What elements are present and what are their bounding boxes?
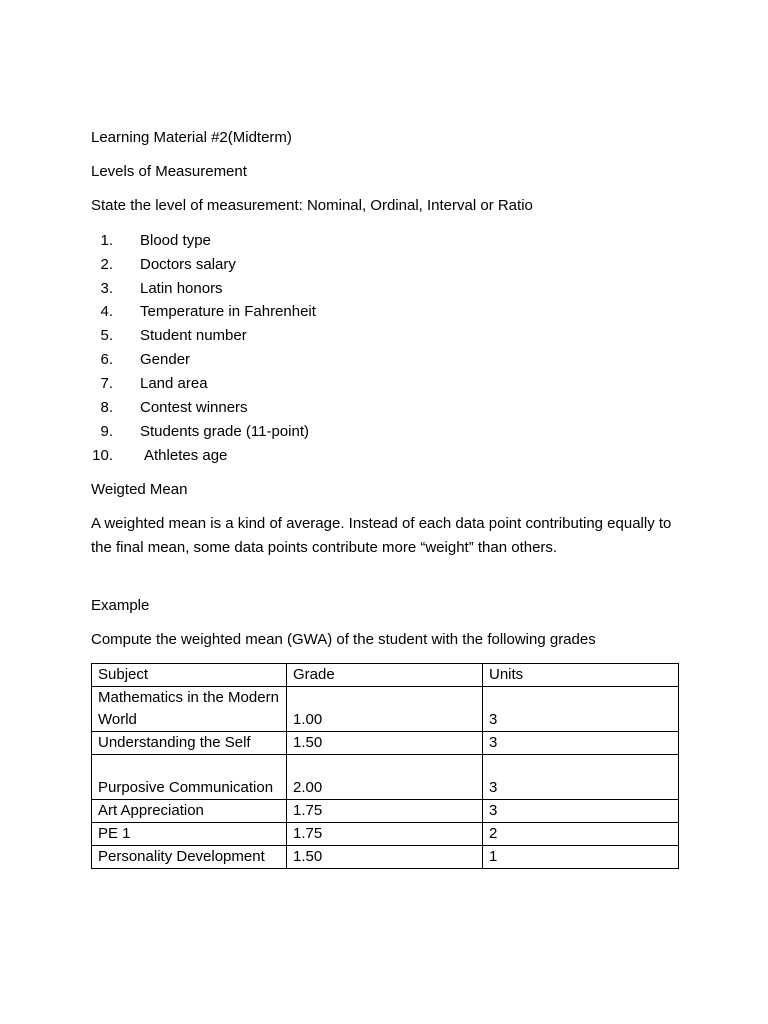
list-item-text: Doctors salary: [140, 256, 236, 273]
list-item-number: 4.: [100, 303, 113, 320]
section-heading-weighted-mean: Weigted Mean: [91, 481, 188, 498]
list-item-number: 8.: [100, 399, 113, 416]
table-row: [92, 732, 679, 755]
list-item-text: Land area: [140, 375, 208, 392]
example-heading: Example: [91, 597, 150, 614]
table-cell: 1.75: [287, 800, 483, 823]
table-cell: PE 1: [92, 823, 287, 846]
table-cell: 3: [483, 732, 679, 755]
list-item-number: 10.: [92, 447, 113, 464]
list-item-number: 9.: [100, 423, 113, 440]
table-cell: Mathematics in the Modern World: [92, 687, 287, 732]
instruction-text: State the level of measurement: Nominal, Ordinal, Interval or Ratio: [91, 197, 533, 214]
list-item-text: Latin honors: [140, 280, 223, 297]
table-cell: 1.75: [287, 823, 483, 846]
table-cell: Understanding the Self: [92, 732, 287, 755]
list-item-text: Contest winners: [140, 399, 248, 416]
list-item-number: 3.: [100, 280, 113, 297]
table-row: [92, 846, 679, 869]
list-item-number: 2.: [100, 256, 113, 273]
table-header-row: [92, 664, 679, 687]
table-cell: 2.00: [287, 755, 483, 800]
header-cell-subject: Subject: [92, 664, 287, 687]
list-item-text: Student number: [140, 327, 247, 344]
table-cell: 1.00: [287, 687, 483, 732]
example-instruction: Compute the weighted mean (GWA) of the student with the following grades: [91, 631, 596, 648]
table-cell: 3: [483, 687, 679, 732]
list-item-number: 5.: [100, 327, 113, 344]
header-cell-units: Units: [483, 664, 679, 687]
definition-paragraph: A weighted mean is a kind of average. Instead of each data point contributing equally to the final mean, some data points contribute more “weight” than others.: [91, 515, 672, 556]
table-row: [92, 800, 679, 823]
table-cell: 2: [483, 823, 679, 846]
table-cell: 1.50: [287, 846, 483, 869]
table-cell: Art Appreciation: [92, 800, 287, 823]
list-item-text: Students grade (11-point): [140, 423, 309, 440]
list-item-text: Athletes age: [144, 447, 228, 464]
table-row: [92, 823, 679, 846]
table-cell: 1.50: [287, 732, 483, 755]
list-item-number: 7.: [100, 375, 113, 392]
header-cell-grade: Grade: [287, 664, 483, 687]
table-row: [92, 687, 679, 732]
section-heading-levels: Levels of Measurement: [91, 163, 247, 180]
table-cell: 3: [483, 800, 679, 823]
table-row: [92, 755, 679, 800]
table-cell: Purposive Communication: [92, 755, 287, 800]
table-cell: 3: [483, 755, 679, 800]
list-item-number: 1.: [100, 232, 113, 249]
list-item-number: 6.: [100, 351, 113, 368]
table-cell: 1: [483, 846, 679, 869]
grades-table: [91, 663, 679, 869]
list-item-text: Blood type: [140, 232, 211, 249]
table-cell: Personality Development: [92, 846, 287, 869]
list-item-text: Temperature in Fahrenheit: [140, 303, 316, 320]
list-item-text: Gender: [140, 351, 191, 368]
document-title: Learning Material #2(Midterm): [91, 129, 292, 146]
